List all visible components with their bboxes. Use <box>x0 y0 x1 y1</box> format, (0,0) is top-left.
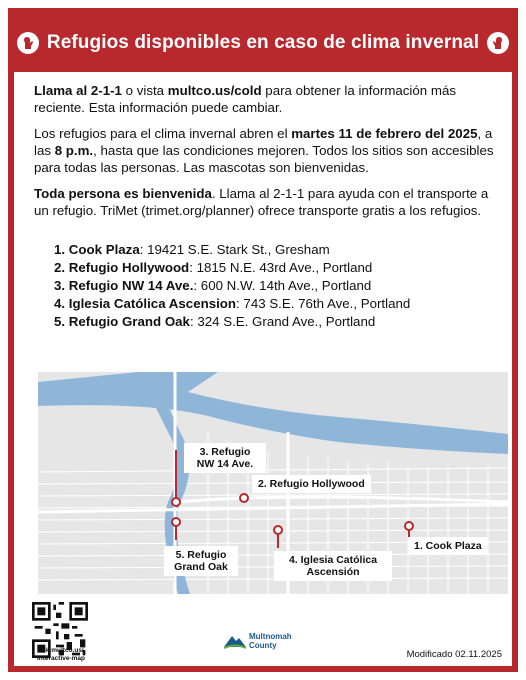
text-fragment: Los refugios para el clima invernal abren el <box>34 126 292 141</box>
header-banner <box>14 14 512 72</box>
logo-text <box>249 632 292 650</box>
callout-hollywood: 2. Refugio Hollywood <box>252 475 371 493</box>
callout-ascension: 4. Iglesia Católica Ascensión <box>274 551 392 581</box>
shelter-address: : 324 S.E. Grand Ave., Portland <box>189 314 376 329</box>
county-logo <box>224 632 292 650</box>
shelter-name: 2. Refugio Hollywood <box>54 260 190 275</box>
shelter-list <box>54 241 496 331</box>
text-fragment: , a las <box>34 126 493 158</box>
call-211: Llama al 2-1-1 <box>34 83 122 98</box>
open-time: 8 p.m. <box>54 143 94 158</box>
text-fragment: para obtener la información más reciente. Esta información puede cambiar. <box>34 83 456 115</box>
intro-paragraph-2 <box>34 125 496 176</box>
shelter-address: : 1815 N.E. 43rd Ave., Portland <box>189 260 373 275</box>
shelter-name: 3. Refugio NW 14 Ave. <box>54 278 194 293</box>
list-item <box>54 259 496 277</box>
mitten-icon <box>487 32 509 54</box>
shelter-address: : 600 N.W. 14th Ave., Portland <box>193 278 372 293</box>
text-fragment: o vista <box>121 83 168 98</box>
cold-link[interactable]: multco.us/cold <box>167 83 262 98</box>
mitten-icon <box>17 32 39 54</box>
intro-paragraph-3 <box>34 185 496 219</box>
list-item <box>54 277 496 295</box>
list-item <box>54 241 496 259</box>
text-fragment: , hasta que las condiciones mejoren. Todos los sitios son accesibles para todas las personas. Las mascotas son bienvenidas. <box>34 143 494 175</box>
body-text <box>34 82 496 331</box>
modified-date: Modificado 02.11.2025 <box>406 649 502 660</box>
shelter-address: : 19421 S.E. Stark St., Gresham <box>139 242 330 257</box>
shelter-name: 5. Refugio Grand Oak <box>54 314 190 329</box>
page-title: Refugios disponibles en caso de clima invernal <box>46 32 480 53</box>
callout-grand-oak: 5. Refugio Grand Oak <box>164 546 238 576</box>
shelter-map[interactable] <box>38 372 508 594</box>
qr-caption: link.multco.us/ interactive-map <box>36 647 86 662</box>
open-date: martes 11 de febrero del 2025 <box>291 126 478 141</box>
callout-nw-14: 3. Refugio NW 14 Ave. <box>184 443 266 473</box>
shelter-name: 4. Iglesia Católica Ascension <box>54 296 237 311</box>
flyer-frame <box>8 8 518 672</box>
list-item <box>54 295 496 313</box>
shelter-address: : 743 S.E. 76th Ave., Portland <box>236 296 411 311</box>
callout-cook-plaza: 1. Cook Plaza <box>408 537 488 555</box>
logo-line-1: Multnomah <box>249 632 292 641</box>
everyone-welcome: Toda persona es bienvenida <box>34 186 212 201</box>
logo-line-2: County <box>249 641 277 650</box>
text-fragment: . Llama al 2-1-1 para ayuda con el transporte a un refugio. TriMet (trimet.org/planner) ofrece transporte gratis a los refugios. <box>34 186 489 218</box>
mountain-logo-icon <box>224 633 246 649</box>
footer <box>14 602 512 672</box>
intro-paragraph-1 <box>34 82 496 116</box>
list-item <box>54 313 496 331</box>
shelter-name: 1. Cook Plaza <box>54 242 140 257</box>
